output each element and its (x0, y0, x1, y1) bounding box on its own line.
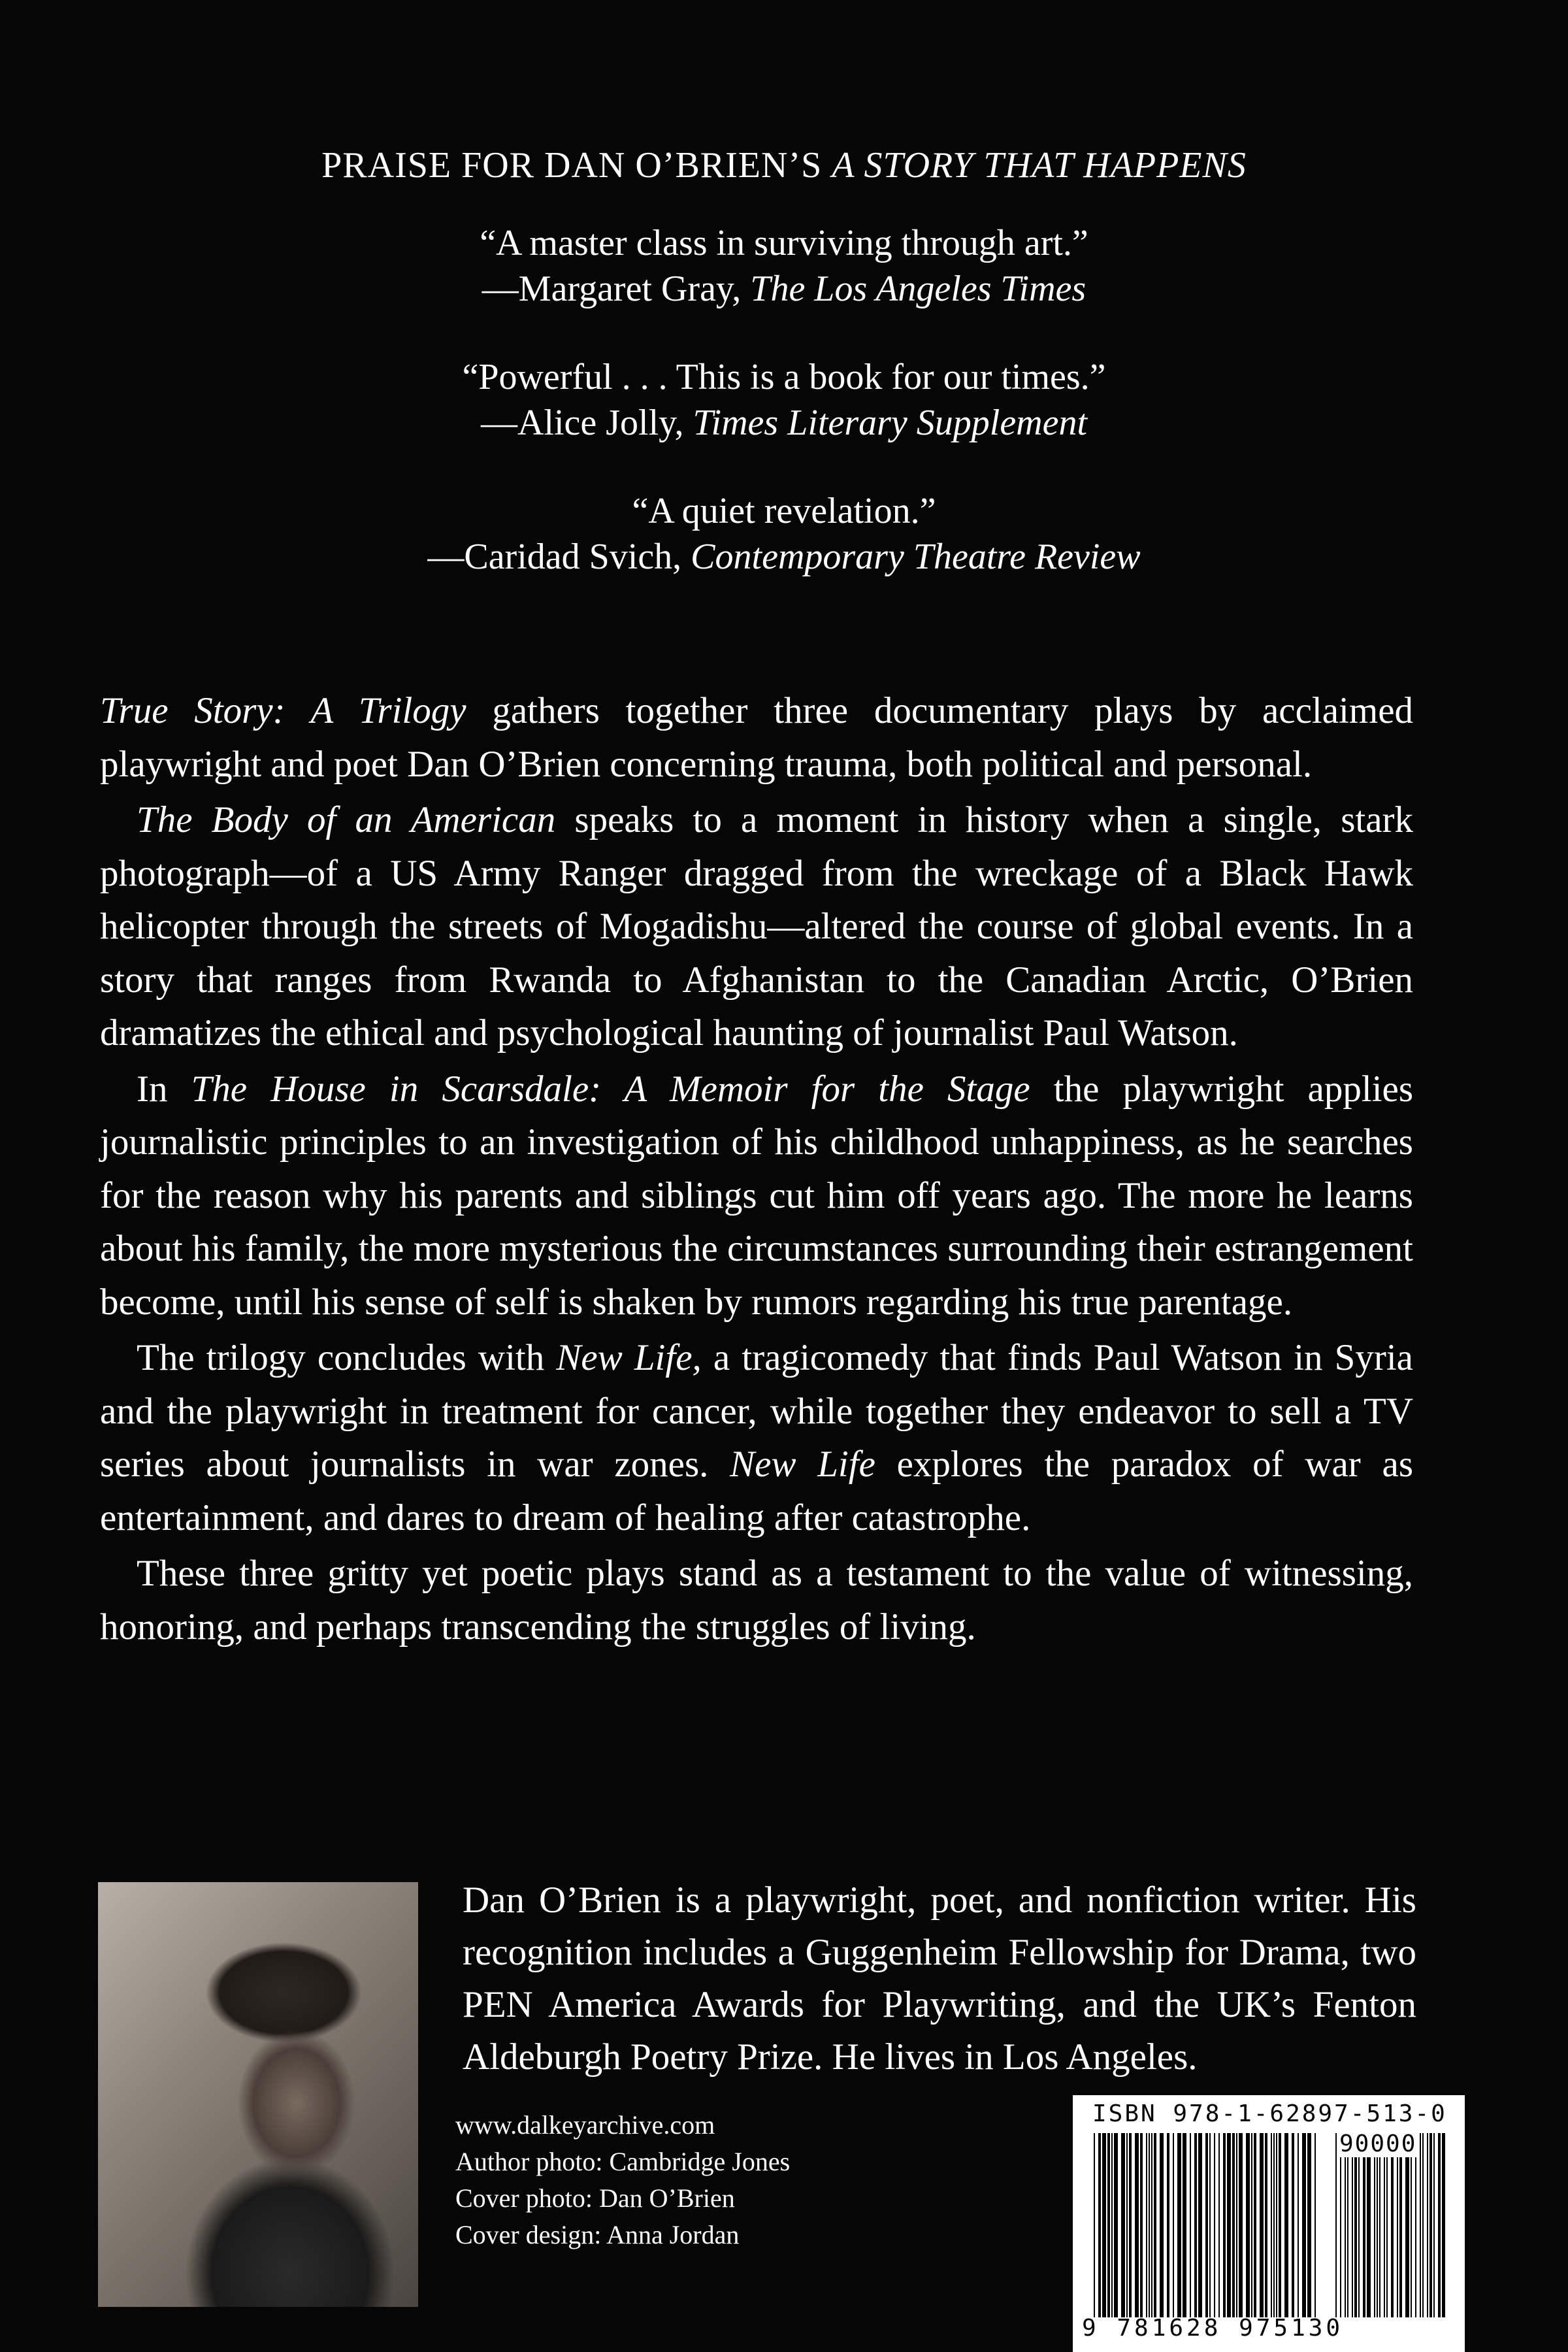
paragraph-text: the playwright applies journalistic principles to an investigation of his childhood unhappiness, as he searches for the reason why his parents and siblings cut him off years ago. The more he learns about his family, the more mysterious the circumstances surrounding their estrangement become, until his sense of self is shaken by rumors regarding his true parentage. (100, 1068, 1414, 1323)
cover-design-credit: Cover design: Anna Jordan (455, 2220, 740, 2249)
praise-quote (0, 354, 1568, 446)
barcode-bar (1190, 2133, 1191, 2317)
quote-attribution (0, 266, 1568, 312)
praise-heading-title: A STORY THAT HAPPENS (832, 145, 1247, 186)
quote-attribution-name: —Margaret Gray, (482, 269, 751, 309)
praise-quote (0, 220, 1568, 312)
paragraph-text: The trilogy concludes with (137, 1337, 557, 1378)
barcode-bar (1298, 2133, 1299, 2317)
author-bio: Dan O’Brien is a playwright, poet, and nonfiction writer. His recognition includes a Guggenheim Fellowship for Drama, two PEN America Awards for Playwriting, and the UK’s Fenton Aldeburgh Poetry Prize. He lives in Los Angeles. (463, 1880, 1416, 2078)
barcode-bar (1194, 2133, 1197, 2317)
barcode-bar (1246, 2133, 1250, 2317)
barcode-bar (1129, 2133, 1132, 2317)
praise-heading (0, 142, 1568, 188)
barcode-bar (1352, 2133, 1353, 2317)
barcode-bar (1251, 2133, 1252, 2317)
barcode-bar (1397, 2133, 1398, 2317)
addon-barcode-bars (1334, 2133, 1445, 2317)
barcode-bar (1292, 2133, 1294, 2317)
barcode-bar (1254, 2133, 1256, 2317)
barcode-bar (1227, 2133, 1231, 2317)
credits (455, 2107, 790, 2253)
description-paragraph (100, 1331, 1413, 1544)
barcode-bar (1149, 2133, 1150, 2317)
barcode-bar (1363, 2133, 1365, 2317)
paragraph-text: a tragicomedy that finds Paul Watson in Syria and the playwright in treatment for cancer, while together they endeavor to sell a TV series about journalists in war zones. (100, 1337, 1413, 1485)
description-paragraph (100, 1547, 1413, 1653)
barcode-bar (1399, 2133, 1402, 2317)
barcode-bar (1183, 2133, 1186, 2317)
barcode-bar (1307, 2133, 1311, 2317)
barcode-bar (1146, 2133, 1147, 2317)
publisher-website: www.dalkeyarchive.com (455, 2110, 715, 2140)
praise-heading-prefix: PRAISE FOR DAN O’BRIEN’S (321, 145, 832, 186)
barcode-bar (1386, 2133, 1388, 2317)
barcode-bar (1427, 2133, 1428, 2317)
praise-quote (0, 488, 1568, 580)
barcode-bar (1302, 2133, 1306, 2317)
quote-text: “A quiet revelation.” (632, 491, 936, 531)
barcode-bar (1218, 2133, 1220, 2317)
barcode-bar (1429, 2133, 1432, 2317)
barcode-bar (1126, 2133, 1128, 2317)
paragraph-text: gathers together three documentary plays by acclaimed playwright and poet Dan O’Brien concerning trauma, both political and personal. (100, 690, 1413, 785)
barcode-bar (1154, 2133, 1156, 2317)
barcode-bar (1411, 2133, 1412, 2317)
quote-attribution-name: —Alice Jolly, (480, 403, 693, 443)
barcode-bar (1205, 2133, 1208, 2317)
description-paragraph (100, 1063, 1413, 1329)
barcode-bar (1098, 2133, 1101, 2317)
barcode-bar (1114, 2133, 1118, 2317)
addon-number: 90000 (1339, 2130, 1417, 2157)
barcode-bar (1379, 2133, 1380, 2317)
play-title: New Life (730, 1444, 875, 1485)
barcode-bar (1442, 2133, 1445, 2317)
barcode-bar (1405, 2133, 1409, 2317)
barcode-bar (1236, 2133, 1237, 2317)
barcode-bar (1239, 2133, 1243, 2317)
barcode-bar (1367, 2133, 1371, 2317)
description-paragraph (100, 793, 1413, 1060)
barcode-bar (1273, 2133, 1275, 2317)
barcode-bar (1094, 2133, 1095, 2317)
play-title: The House in Scarsdale: A Memoir for the Stage (191, 1068, 1030, 1110)
barcode-bar (1177, 2133, 1181, 2317)
quote-attribution (0, 400, 1568, 446)
quote-text: “Powerful . . . This is a book for our times.” (462, 357, 1106, 397)
barcode-bar (1384, 2133, 1385, 2317)
cover-photo-credit: Cover photo: Dan O’Brien (455, 2183, 735, 2213)
author-photo-credit: Author photo: Cambridge Jones (455, 2147, 791, 2176)
paragraph-text: These three gritty yet poetic plays stand as a testament to the value of witnessing, honoring, and perhaps transcending the struggles of living. (100, 1553, 1413, 1648)
barcode-bar (1347, 2133, 1348, 2317)
barcode-bar (1107, 2133, 1110, 2317)
barcode-bar (1276, 2133, 1277, 2317)
barcode-bar (1374, 2133, 1375, 2317)
quote-attribution-name: —Caridad Svich, (427, 537, 691, 577)
book-title: True Story: A Trilogy (100, 690, 466, 731)
barcode-bar (1173, 2133, 1174, 2317)
barcode-bar (1160, 2133, 1164, 2317)
barcode-bar (1279, 2133, 1281, 2317)
quote-attribution (0, 534, 1568, 580)
barcode-bar (1315, 2133, 1316, 2317)
paragraph-text: In (137, 1068, 191, 1110)
barcode-bar (1232, 2133, 1235, 2317)
ean-digits: 9 781628 975130 (1082, 2315, 1344, 2342)
book-description (100, 684, 1413, 1656)
barcode-bar (1271, 2133, 1272, 2317)
barcode-bar (1167, 2133, 1169, 2317)
barcode-bar (1198, 2133, 1202, 2317)
quote-source: Contemporary Theatre Review (691, 537, 1141, 577)
play-title: The Body of an American (137, 799, 556, 840)
barcode-bar (1433, 2133, 1435, 2317)
barcode-bar (1335, 2133, 1337, 2317)
barcode-bar (1438, 2133, 1441, 2317)
author-photo (98, 1882, 418, 2307)
isbn-barcode (1073, 2095, 1465, 2352)
description-paragraph (100, 684, 1413, 791)
barcode-bars (1092, 2133, 1321, 2317)
paragraph-text: explores the paradox of war as entertainment, and dares to dream of healing after catastrophe. (100, 1444, 1413, 1538)
quote-source: The Los Angeles Times (750, 269, 1086, 309)
barcode-bar (1415, 2133, 1416, 2317)
barcode-bar (1214, 2133, 1215, 2317)
barcode-bar (1111, 2133, 1113, 2317)
barcode-bar (1391, 2133, 1394, 2317)
barcode-bar (1102, 2133, 1106, 2317)
barcode-bar (1358, 2133, 1360, 2317)
barcode-bar (1121, 2133, 1125, 2317)
quote-text: “A master class in surviving through art.” (480, 223, 1088, 263)
barcode-bar (1140, 2133, 1143, 2317)
quote-source: Times Literary Supplement (693, 403, 1088, 443)
paragraph-text: speaks to a moment in history when a single, stark photograph—of a US Army Ranger dragged from the wreckage of a Black Hawk helicopter through the streets of Mogadishu—altered the course of global events. In a story that ranges from Rwanda to Afghanistan to the Canadian Arctic, O’Brien dramatizes the ethical and psychological haunting of journalist Paul Watson. (100, 799, 1413, 1053)
barcode-bar (1377, 2133, 1378, 2317)
barcode-bar (1354, 2133, 1357, 2317)
barcode-bar (1422, 2133, 1424, 2317)
barcode-bar (1135, 2133, 1139, 2317)
barcode-bar (1420, 2133, 1421, 2317)
barcode-bar (1345, 2133, 1346, 2317)
barcode-bar (1151, 2133, 1152, 2317)
isbn-number: ISBN 978-1-62897-513-0 (1092, 2100, 1447, 2127)
barcode-bar (1260, 2133, 1264, 2317)
barcode-bar (1223, 2133, 1226, 2317)
barcode-bar (1284, 2133, 1288, 2317)
play-title: New Life, (556, 1337, 702, 1378)
barcode-bar (1209, 2133, 1211, 2317)
barcode-bar (1340, 2133, 1341, 2317)
barcode-bar (1265, 2133, 1267, 2317)
